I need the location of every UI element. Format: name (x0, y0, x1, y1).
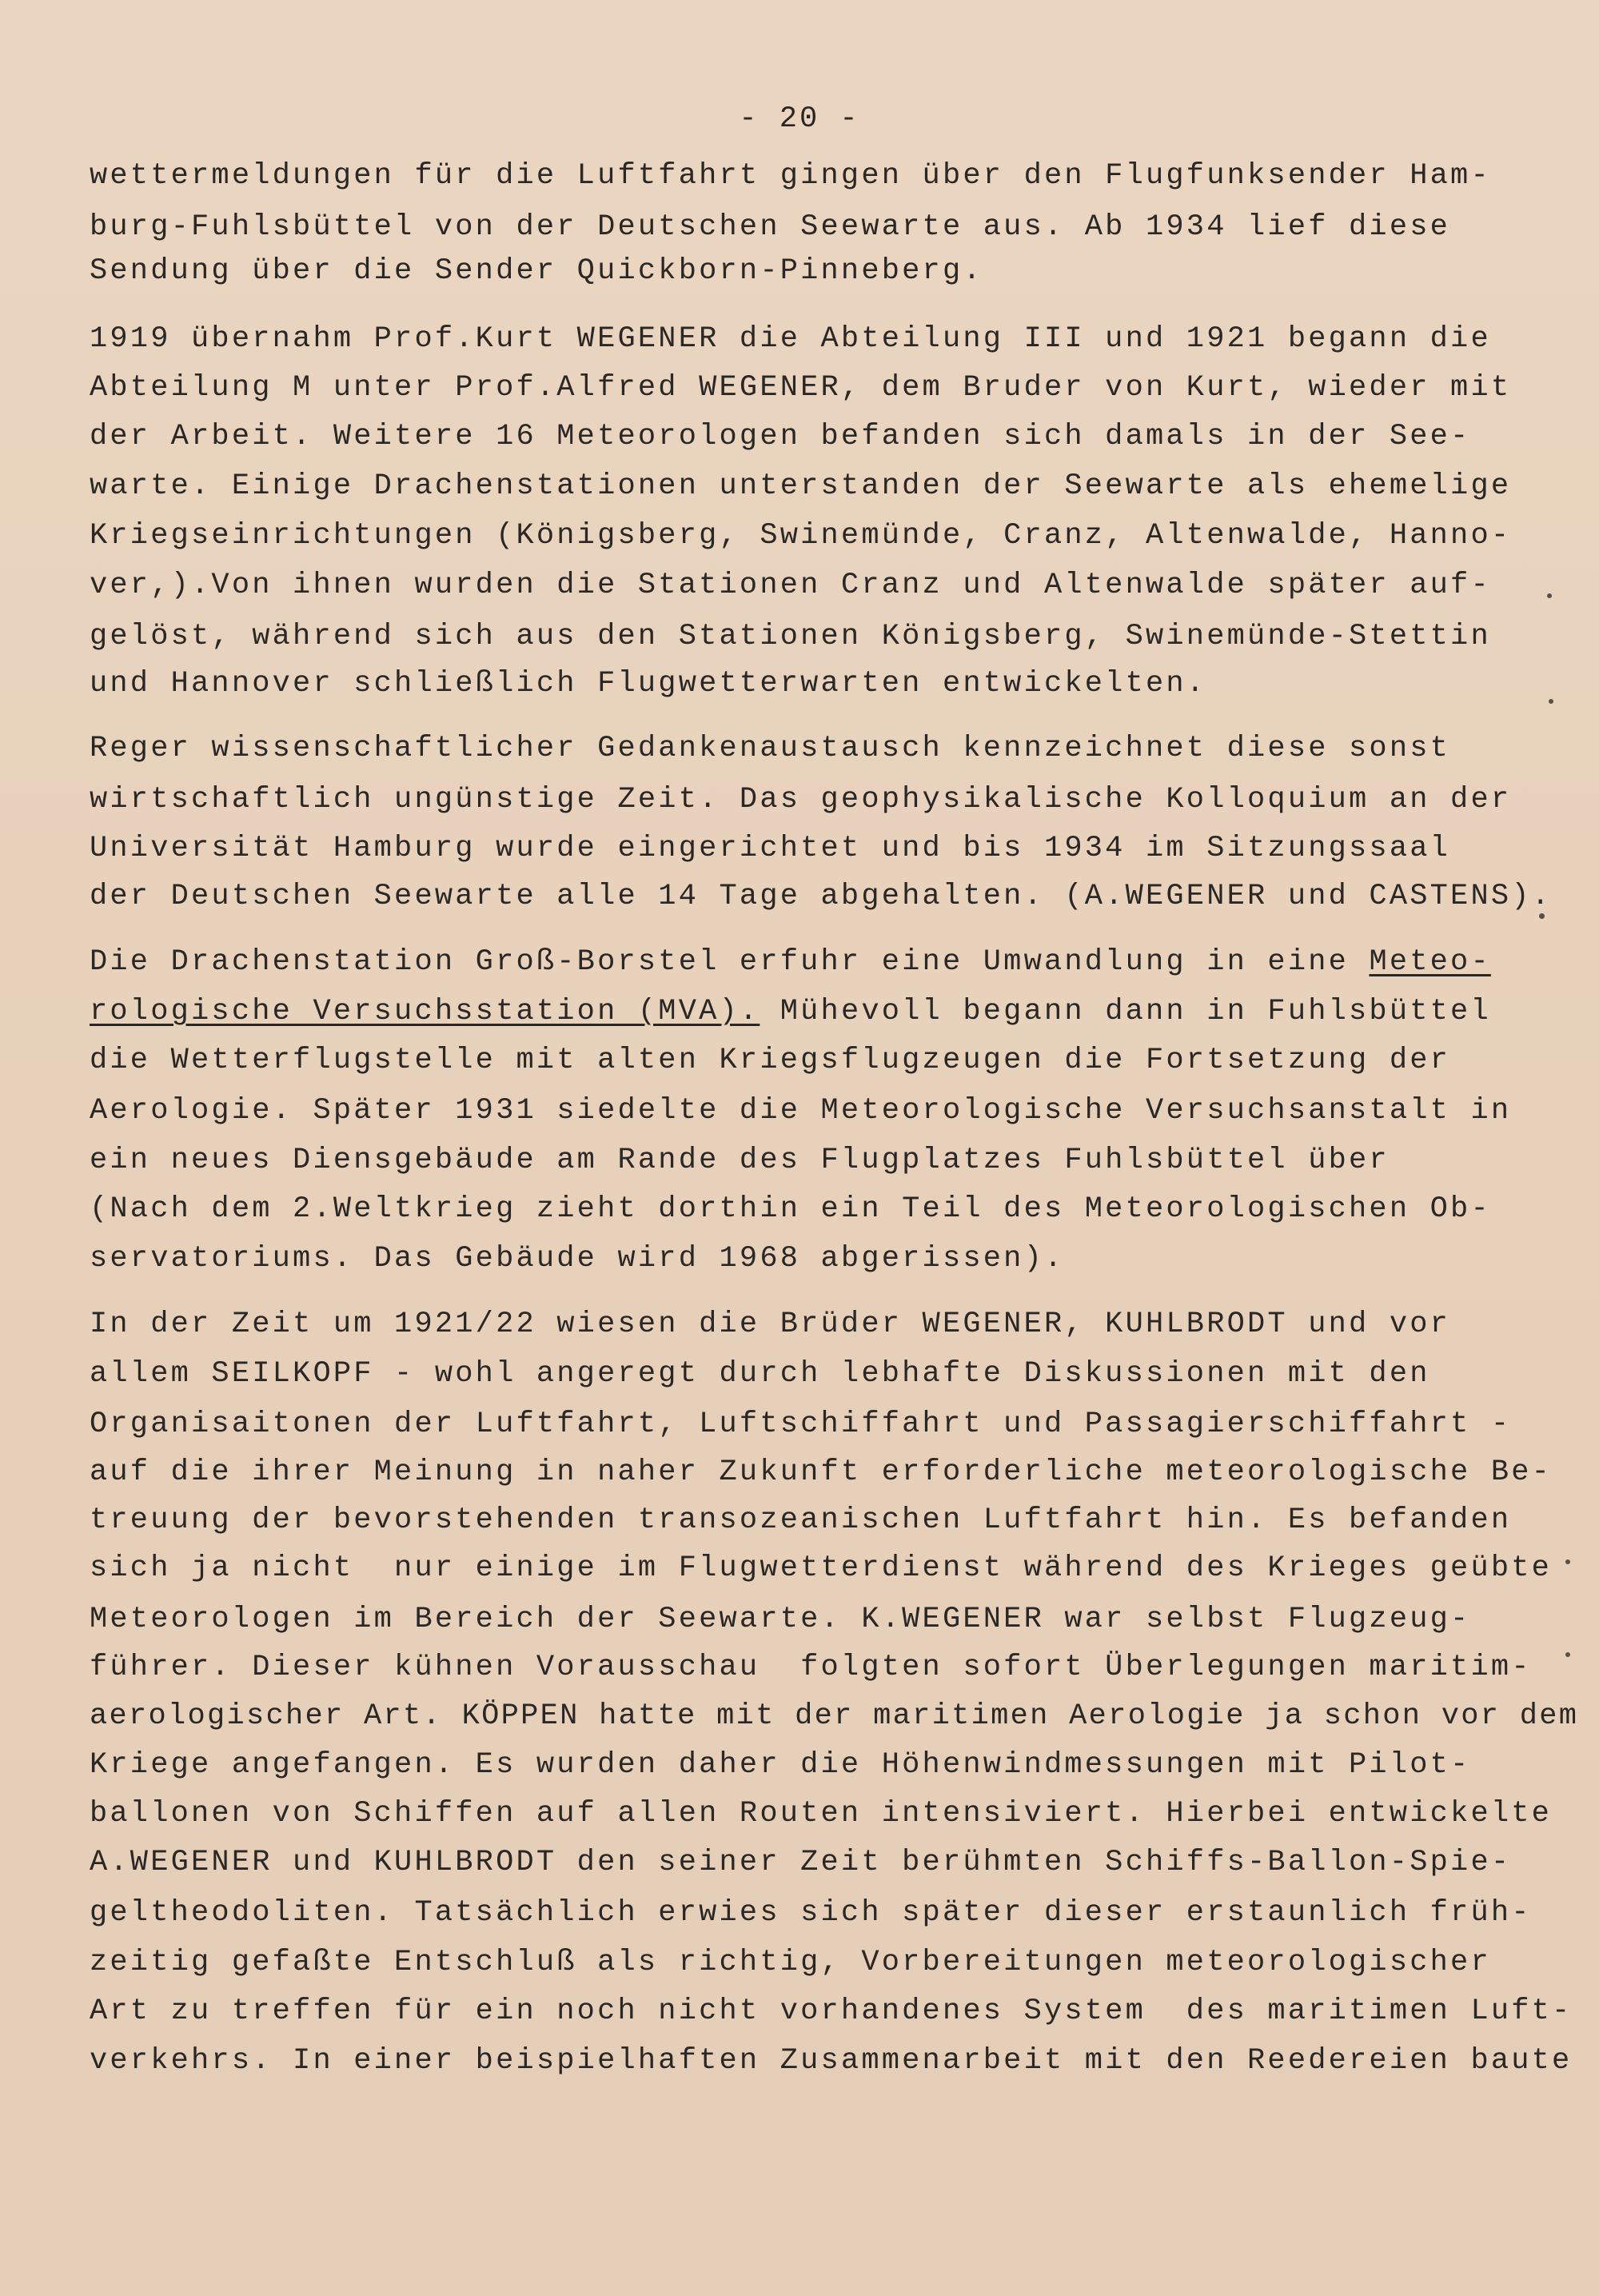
paragraph-2-line-4: warte. Einige Drachenstationen unterstanden der Seewarte als ehemelige (90, 469, 1512, 503)
paragraph-5-line-7: Meteorologen im Bereich der Seewarte. K.WEGENER war selbst Flugzeug- (90, 1603, 1471, 1636)
paper-speck (1565, 1559, 1570, 1564)
paper-speck (1547, 593, 1552, 598)
paragraph-2-line-2: Abteilung M unter Prof.Alfred WEGENER, dem Bruder von Kurt, wieder mit (90, 371, 1512, 405)
paragraph-3-line-2: wirtschaftlich ungünstige Zeit. Das geophysikalische Kolloquium an der (90, 783, 1512, 817)
paragraph-5-line-14: zeitig gefaßte Entschluß als richtig, Vorbereitungen meteorologischer (90, 1946, 1491, 1979)
paragraph-5-line-16: verkehrs. In einer beispielhaften Zusammenarbeit mit den Reedereien baute (90, 2044, 1573, 2078)
paper-speck (1565, 1652, 1570, 1657)
paragraph-2-line-6: ver,).Von ihnen wurden die Stationen Cranz und Altenwalde später auf- (90, 569, 1491, 602)
paragraph-5-line-9: aerologischer Art. KÖPPEN hatte mit der maritimen Aerologie ja schon vor dem (90, 1699, 1579, 1733)
paragraph-5-line-6: sich ja nicht nur einige im Flugwetterdienst während des Krieges geübte (90, 1551, 1553, 1585)
paragraph-4-line-7: servatoriums. Das Gebäude wird 1968 abgerissen). (90, 1242, 1065, 1276)
paragraph-2-line-3: der Arbeit. Weitere 16 Meteorologen befanden sich damals in der See- (90, 420, 1471, 453)
paragraph-3-line-1: Reger wissenschaftlicher Gedankenaustausch kennzeichnet diese sonst (90, 732, 1451, 765)
paragraph-5-line-4: auf die ihrer Meinung in naher Zukunft erforderliche meteorologische Be- (90, 1455, 1553, 1489)
paragraph-2-line-1: 1919 übernahm Prof.Kurt WEGENER die Abteilung III und 1921 begann die (90, 322, 1491, 356)
paragraph-5-line-2: allem SEILKOPF - wohl angeregt durch lebhafte Diskussionen mit den (90, 1357, 1430, 1391)
page-number: - 20 - (739, 102, 860, 136)
paragraph-5-line-5: treuung der bevorstehenden transozeanischen Luftfahrt hin. Es befanden (90, 1503, 1512, 1537)
paper-speck (1549, 699, 1553, 704)
paragraph-2-line-5: Kriegseinrichtungen (Königsberg, Swinemünde, Cranz, Altenwalde, Hanno- (90, 519, 1512, 553)
paragraph-5-line-15: Art zu treffen für ein noch nicht vorhandenes System des maritimen Luft- (90, 1995, 1573, 2028)
paper-speck (1539, 913, 1545, 919)
paragraph-4-line-2 (90, 995, 1491, 1028)
underlined-term-start: Meteo- (1369, 945, 1491, 979)
paragraph-5-line-8: führer. Dieser kühnen Vorausschau folgten sofort Überlegungen maritim- (90, 1651, 1532, 1684)
paragraph-4-line-1-text: Die Drachenstation Groß-Borstel erfuhr eine Umwandlung in eine (90, 945, 1370, 979)
paragraph-5-line-11: ballonen von Schiffen auf allen Routen intensiviert. Hierbei entwickelte (90, 1797, 1553, 1831)
paragraph-5-line-10: Kriege angefangen. Es wurden daher die Höhenwindmessungen mit Pilot- (90, 1748, 1471, 1782)
paragraph-4-line-6: (Nach dem 2.Weltkrieg zieht dorthin ein Teil des Meteorologischen Ob- (90, 1192, 1491, 1226)
paragraph-4-line-1 (90, 945, 1491, 979)
paragraph-5-line-12: A.WEGENER und KUHLBRODT den seiner Zeit berühmten Schiffs-Ballon-Spie- (90, 1846, 1512, 1879)
paragraph-1-line-2: burg-Fuhlsbüttel von der Deutschen Seewarte aus. Ab 1934 lief diese (90, 210, 1451, 244)
underlined-term-end: rologische Versuchsstation (MVA). (90, 995, 760, 1028)
paragraph-5-line-13: geltheodoliten. Tatsächlich erwies sich später dieser erstaunlich früh- (90, 1896, 1532, 1930)
paragraph-2-line-7: gelöst, während sich aus den Stationen Königsberg, Swinemünde-Stettin (90, 620, 1491, 653)
paragraph-4-line-5: ein neues Diensgebäude am Rande des Flugplatzes Fuhlsbüttel über (90, 1144, 1390, 1177)
paragraph-3-line-3: Universität Hamburg wurde eingerichtet und bis 1934 im Sitzungssaal (90, 832, 1451, 865)
paragraph-4-line-3: die Wetterflugstelle mit alten Kriegsflugzeugen die Fortsetzung der (90, 1044, 1451, 1077)
paragraph-2-line-8: und Hannover schließlich Flugwetterwarten entwickelten. (90, 667, 1207, 701)
paragraph-5-line-1: In der Zeit um 1921/22 wiesen die Brüder WEGENER, KUHLBRODT und vor (90, 1308, 1451, 1341)
paragraph-1-line-3: Sendung über die Sender Quickborn-Pinneberg. (90, 254, 983, 288)
paragraph-4-line-2-text: Mühevoll begann dann in Fuhlsbüttel (760, 995, 1491, 1028)
paragraph-3-line-4: der Deutschen Seewarte alle 14 Tage abgehalten. (A.WEGENER und CASTENS). (90, 880, 1553, 913)
paragraph-5-line-3: Organisaitonen der Luftfahrt, Luftschiffahrt und Passagierschiffahrt - (90, 1408, 1512, 1441)
paragraph-1-line-1: wettermeldungen für die Luftfahrt gingen über den Flugfunksender Ham- (90, 159, 1491, 193)
paragraph-4-line-4: Aerologie. Später 1931 siedelte die Meteorologische Versuchsanstalt in (90, 1094, 1512, 1128)
